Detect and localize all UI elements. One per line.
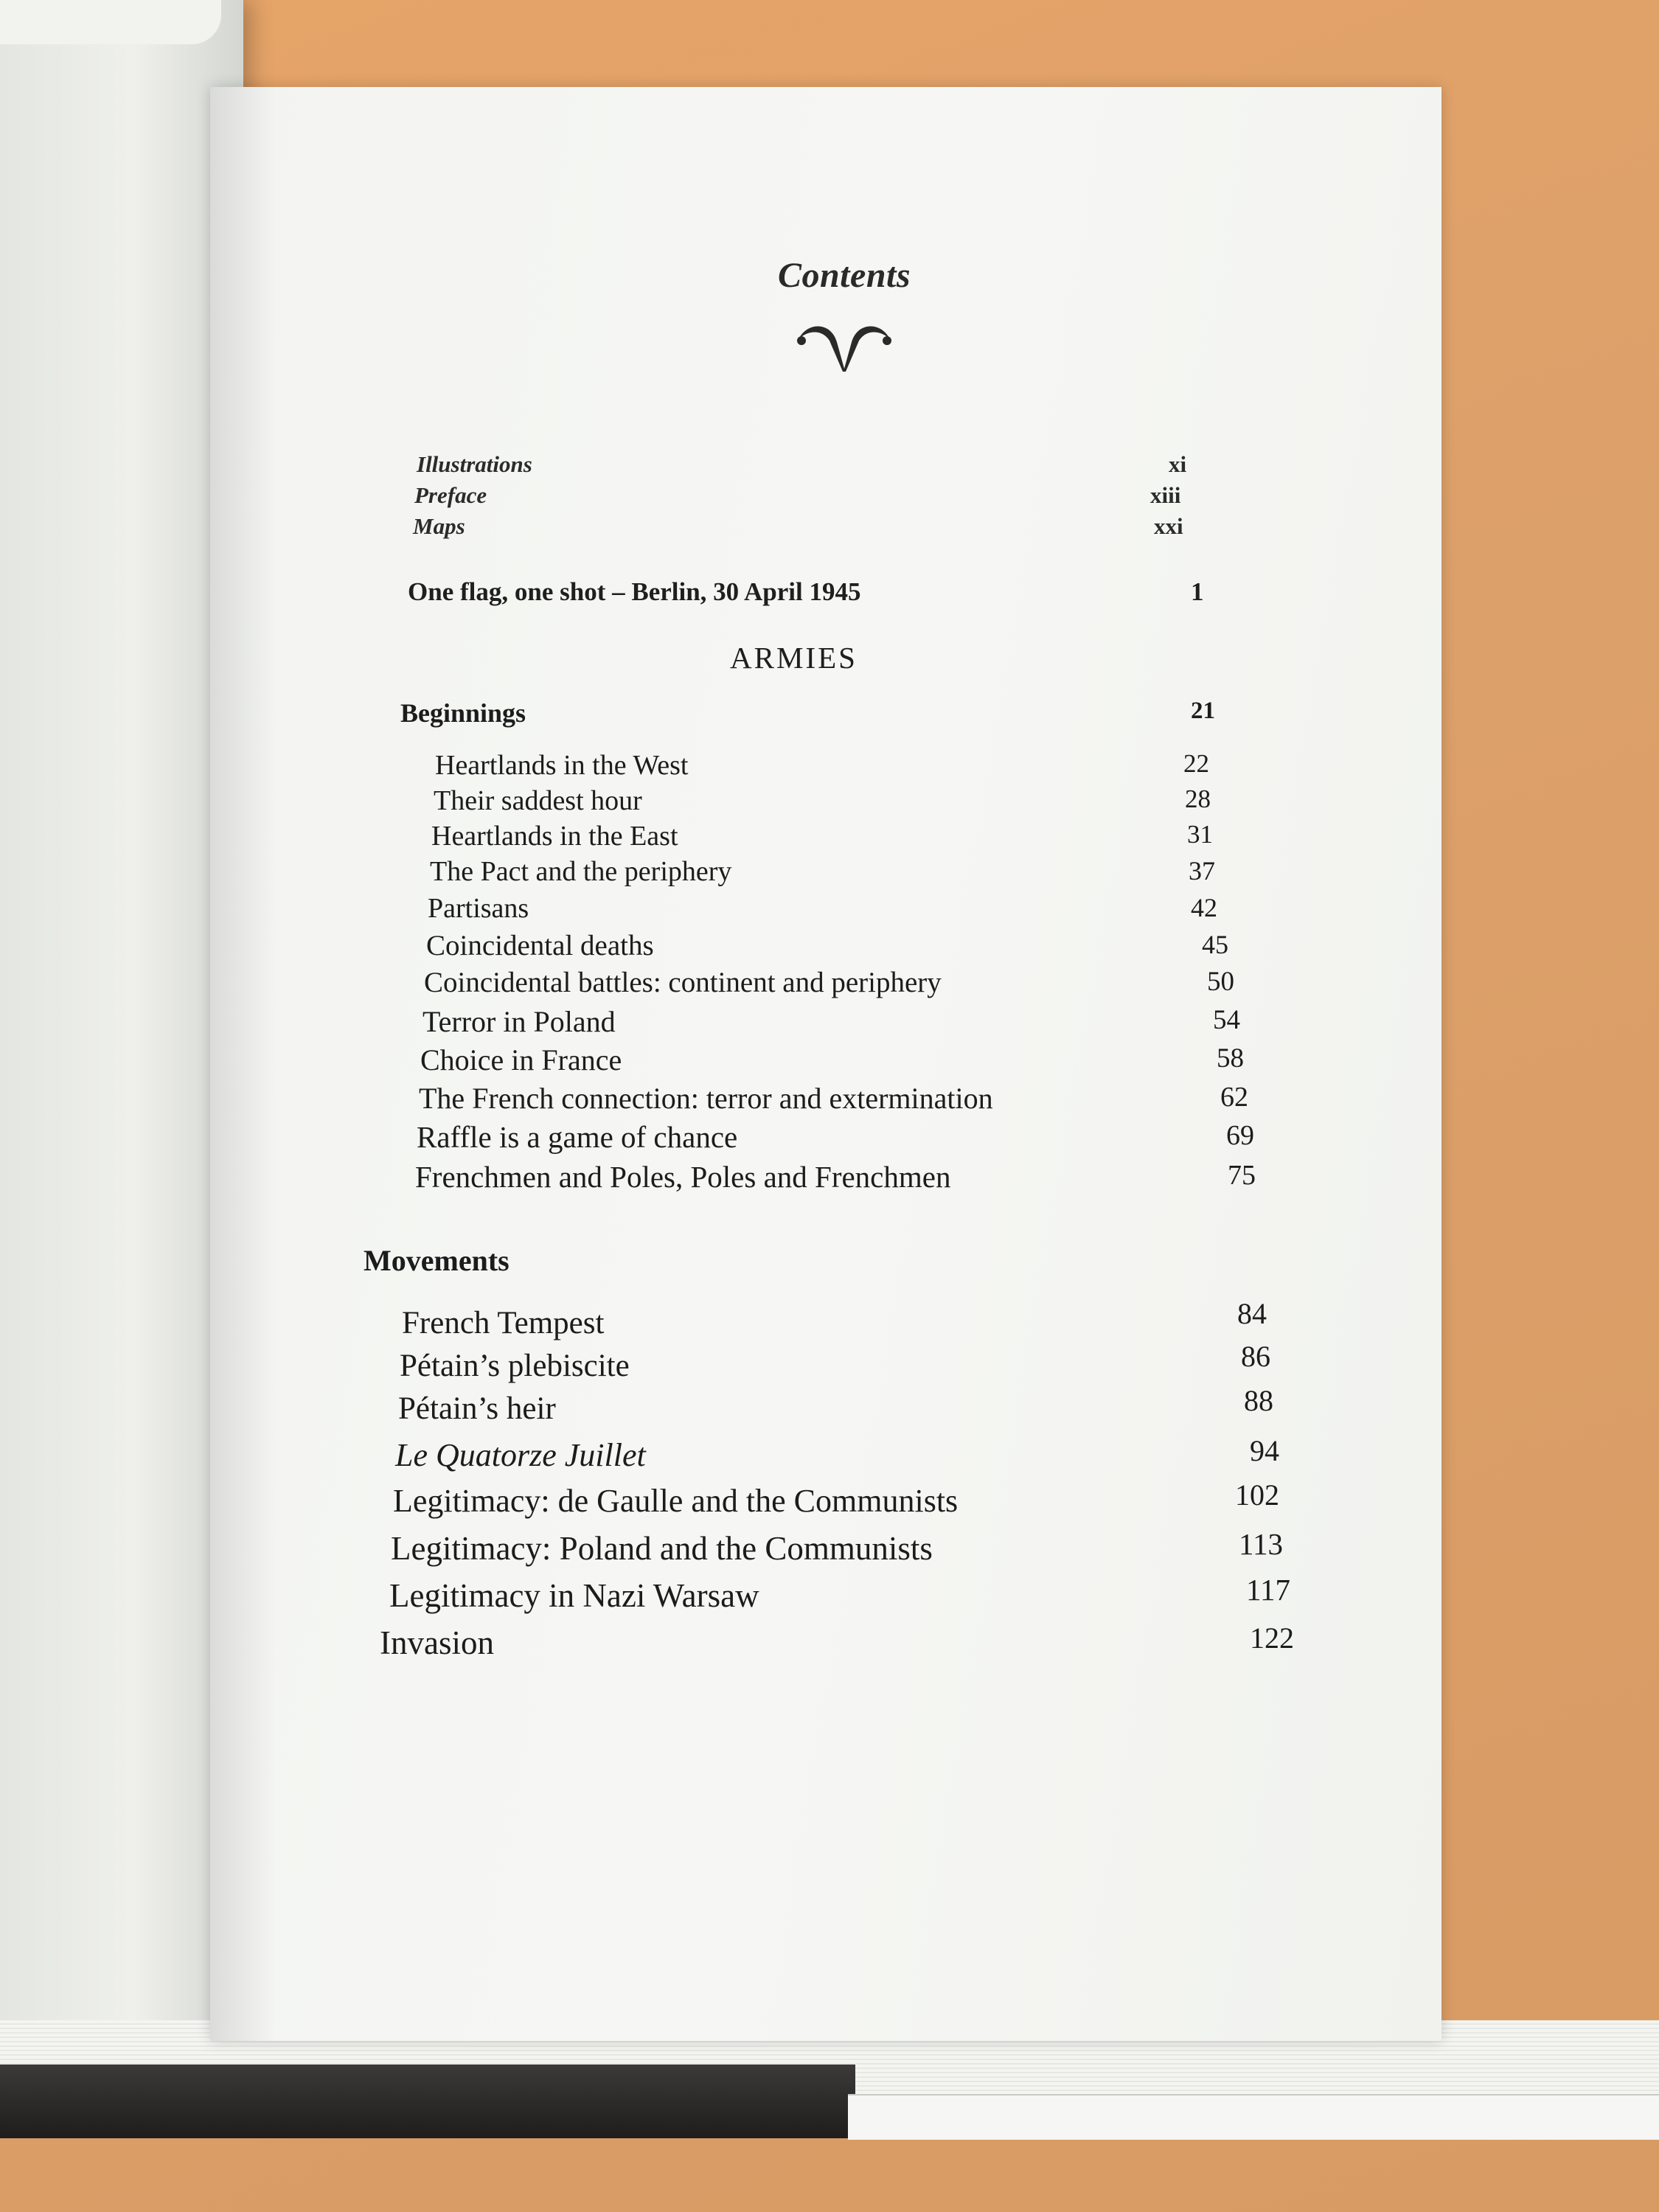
toc-page-number: 117 bbox=[1246, 1573, 1290, 1607]
toc-page-number: 86 bbox=[1241, 1340, 1270, 1373]
toc-entry-maps: Maps bbox=[413, 513, 465, 539]
toc-page-number: xiii bbox=[1150, 482, 1181, 508]
toc-entry: Heartlands in the East bbox=[431, 821, 678, 852]
toc-page-number: 21 bbox=[1191, 698, 1215, 724]
gutter-shadow bbox=[210, 87, 276, 2041]
toc-entry: Coincidental deaths bbox=[426, 930, 654, 961]
toc-page-number: 31 bbox=[1187, 820, 1213, 849]
toc-page-number: 69 bbox=[1226, 1120, 1254, 1151]
toc-page-number: 88 bbox=[1244, 1384, 1273, 1417]
book-cover bbox=[0, 2065, 855, 2138]
toc-entry: Raffle is a game of chance bbox=[417, 1120, 738, 1154]
toc-entry: Terror in Poland bbox=[422, 1005, 616, 1038]
part-heading: ARMIES bbox=[730, 641, 858, 675]
toc-entry: Heartlands in the West bbox=[435, 750, 689, 781]
toc-entry-preface: Preface bbox=[414, 482, 487, 508]
toc-entry: The French connection: terror and extermination bbox=[419, 1082, 993, 1115]
cover-strip bbox=[848, 2094, 1659, 2140]
toc-entry: Legitimacy in Nazi Warsaw bbox=[389, 1577, 759, 1614]
toc-page-number: 1 bbox=[1191, 577, 1204, 606]
toc-entry: Legitimacy: de Gaulle and the Communists bbox=[393, 1483, 959, 1519]
toc-page-number: 94 bbox=[1250, 1434, 1279, 1467]
toc-page-number: 50 bbox=[1207, 967, 1234, 997]
toc-entry: Coincidental battles: continent and periphery bbox=[424, 967, 942, 998]
toc-entry: Pétain’s plebiscite bbox=[400, 1349, 630, 1383]
section-heading-movements: Movements bbox=[364, 1244, 509, 1277]
toc-page-number: 58 bbox=[1217, 1043, 1244, 1074]
toc-page-number: 122 bbox=[1250, 1621, 1294, 1655]
contents-page bbox=[210, 87, 1441, 2041]
toc-entry-prologue: One flag, one shot – Berlin, 30 April 1945 bbox=[408, 577, 861, 606]
toc-entry: Frenchmen and Poles, Poles and Frenchmen bbox=[415, 1160, 951, 1194]
toc-entry: Their saddest hour bbox=[434, 785, 642, 816]
facing-page-edge bbox=[0, 0, 221, 44]
toc-page-number: 102 bbox=[1235, 1478, 1279, 1512]
toc-entry: Invasion bbox=[380, 1624, 494, 1661]
toc-page-number: 45 bbox=[1202, 930, 1228, 959]
toc-page-number: 54 bbox=[1213, 1005, 1240, 1035]
toc-page-number: 62 bbox=[1220, 1082, 1248, 1113]
toc-page-number: 42 bbox=[1191, 893, 1217, 922]
toc-page-number: 28 bbox=[1185, 785, 1211, 813]
toc-page-number: 84 bbox=[1237, 1297, 1267, 1330]
toc-entry: Partisans bbox=[428, 893, 529, 924]
toc-entry: Pétain’s heir bbox=[398, 1391, 556, 1426]
section-heading-beginnings: Beginnings bbox=[400, 698, 526, 728]
toc-entry: The Pact and the periphery bbox=[430, 856, 732, 887]
toc-entry: Choice in France bbox=[420, 1043, 622, 1077]
toc-page-number: 75 bbox=[1228, 1160, 1256, 1191]
toc-page-number: 113 bbox=[1239, 1527, 1283, 1561]
ornament-icon bbox=[763, 308, 925, 375]
toc-page-number: 37 bbox=[1189, 856, 1215, 886]
toc-page-number: xxi bbox=[1154, 513, 1183, 539]
toc-entry: Le Quatorze Juillet bbox=[395, 1437, 646, 1473]
toc-page-number: 22 bbox=[1183, 749, 1209, 778]
toc-entry: Legitimacy: Poland and the Communists bbox=[391, 1530, 933, 1567]
toc-entry: French Tempest bbox=[402, 1306, 605, 1340]
page-title: Contents bbox=[777, 256, 911, 295]
facing-page bbox=[0, 0, 243, 2050]
toc-entry-illustrations: Illustrations bbox=[417, 451, 532, 477]
toc-page-number: xi bbox=[1169, 451, 1187, 477]
